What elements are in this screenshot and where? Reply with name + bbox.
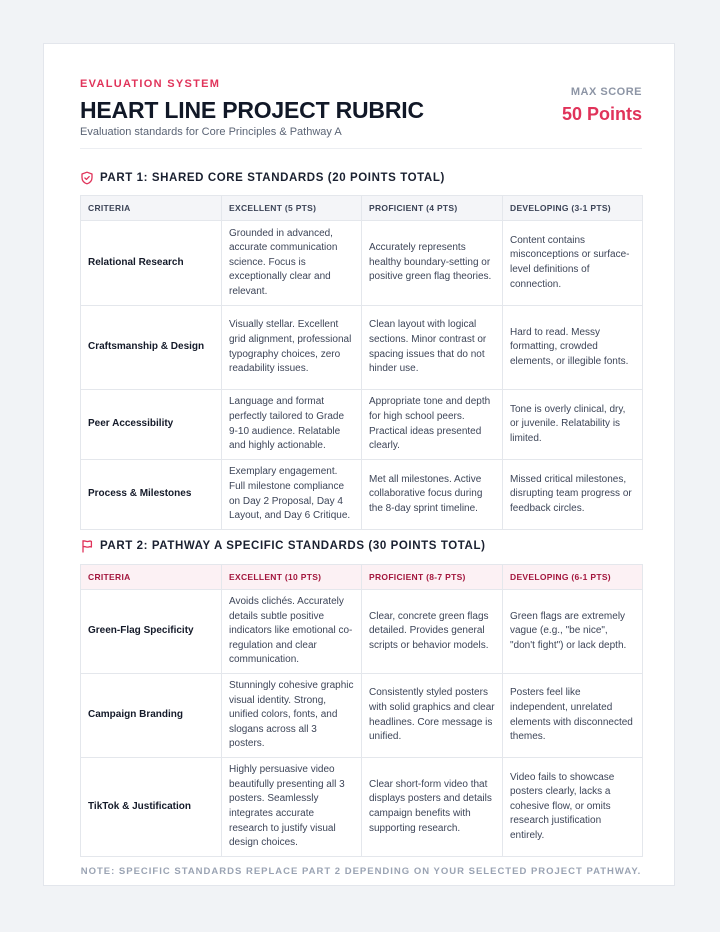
table-row <box>81 390 643 460</box>
table-row <box>81 221 643 306</box>
proficient-cell: Clear short-form video that displays posters and details campaign benefits with supporting research. <box>362 758 503 857</box>
excellent-cell: Language and format perfectly tailored to Grade 9-10 audience. Relatable and highly actionable. <box>222 390 362 460</box>
column-header: CRITERIA <box>81 565 222 590</box>
part1-heading-text: PART 1: SHARED CORE STANDARDS (20 POINTS TOTAL) <box>100 172 445 184</box>
developing-cell: Content contains misconceptions or surface-level definitions of connection. <box>503 221 643 306</box>
developing-cell: Video fails to showcase posters clearly, lacks a cohesive flow, or omits research justification entirely. <box>503 758 643 857</box>
criteria-cell: TikTok & Justification <box>81 758 222 857</box>
excellent-cell: Stunningly cohesive graphic visual identity. Strong, unified colors, fonts, and slogans across all 3 posters. <box>222 674 362 758</box>
column-header: DEVELOPING (3-1 PTS) <box>503 196 643 221</box>
table-header-row <box>81 565 643 590</box>
column-header: CRITERIA <box>81 196 222 221</box>
max-score <box>562 86 642 124</box>
table-header-row <box>81 196 643 221</box>
header <box>80 78 642 139</box>
part2-table <box>80 564 643 857</box>
criteria-cell: Process & Milestones <box>81 460 222 530</box>
proficient-cell: Accurately represents healthy boundary-setting or positive green flag theories. <box>362 221 503 306</box>
developing-cell: Posters feel like independent, unrelated elements with disconnected themes. <box>503 674 643 758</box>
criteria-cell: Campaign Branding <box>81 674 222 758</box>
criteria-cell: Craftsmanship & Design <box>81 306 222 390</box>
excellent-cell: Grounded in advanced, accurate communication science. Focus is exceptionally clear and relevant. <box>222 221 362 306</box>
part2-heading <box>80 539 486 553</box>
proficient-cell: Consistently styled posters with solid graphics and clear headlines. Core message is unified. <box>362 674 503 758</box>
part1-heading <box>80 171 445 185</box>
proficient-cell: Clean layout with logical sections. Minor contrast or spacing issues that do not hinder use. <box>362 306 503 390</box>
table-row <box>81 306 643 390</box>
table-row <box>81 590 643 674</box>
table-row <box>81 674 643 758</box>
max-score-label: MAX SCORE <box>570 86 642 98</box>
proficient-cell: Clear, concrete green flags detailed. Provides general scripts or behavior models. <box>362 590 503 674</box>
rubric-content <box>80 78 642 877</box>
excellent-cell: Highly persuasive video beautifully presenting all 3 posters. Seamlessly integrates accurate research to justify visual design choices. <box>222 758 362 857</box>
flag-icon <box>80 539 94 553</box>
part2-heading-text: PART 2: PATHWAY A SPECIFIC STANDARDS (30 POINTS TOTAL) <box>100 540 486 552</box>
developing-cell: Missed critical milestones, disrupting team progress or feedback circles. <box>503 460 643 530</box>
column-header: PROFICIENT (8-7 PTS) <box>362 565 503 590</box>
rubric-card <box>43 43 675 886</box>
developing-cell: Tone is overly clinical, dry, or juvenile. Relatability is limited. <box>503 390 643 460</box>
part1-table <box>80 195 643 530</box>
excellent-cell: Visually stellar. Excellent grid alignment, professional typography choices, zero readability issues. <box>222 306 362 390</box>
column-header: EXCELLENT (10 PTS) <box>222 565 362 590</box>
developing-cell: Hard to read. Messy formatting, crowded elements, or illegible fonts. <box>503 306 643 390</box>
page-title: HEART LINE PROJECT RUBRIC <box>80 97 424 123</box>
header-divider <box>80 148 642 149</box>
proficient-cell: Appropriate tone and depth for high school peers. Practical ideas presented clearly. <box>362 390 503 460</box>
proficient-cell: Met all milestones. Active collaborative focus during the 8-day sprint timeline. <box>362 460 503 530</box>
footer-note: NOTE: SPECIFIC STANDARDS REPLACE PART 2 DEPENDING ON YOUR SELECTED PROJECT PATHWAY. <box>80 866 642 877</box>
max-score-value: 50 Points <box>561 104 642 124</box>
page-subtitle: Evaluation standards for Core Principles & Pathway A <box>80 126 342 138</box>
shield-icon <box>80 171 94 185</box>
column-header: DEVELOPING (6-1 PTS) <box>503 565 643 590</box>
excellent-cell: Exemplary engagement. Full milestone compliance on Day 2 Proposal, Day 4 Layout, and Day 6 Critique. <box>222 460 362 530</box>
table-row <box>81 460 643 530</box>
table-row <box>81 758 643 857</box>
criteria-cell: Green-Flag Specificity <box>81 590 222 674</box>
eyebrow-label: EVALUATION SYSTEM <box>80 78 221 90</box>
developing-cell: Green flags are extremely vague (e.g., "be nice", "don't fight") or lack depth. <box>503 590 643 674</box>
column-header: EXCELLENT (5 PTS) <box>222 196 362 221</box>
criteria-cell: Relational Research <box>81 221 222 306</box>
criteria-cell: Peer Accessibility <box>81 390 222 460</box>
column-header: PROFICIENT (4 PTS) <box>362 196 503 221</box>
excellent-cell: Avoids clichés. Accurately details subtle positive indicators like emotional co-regulation and clear communication. <box>222 590 362 674</box>
